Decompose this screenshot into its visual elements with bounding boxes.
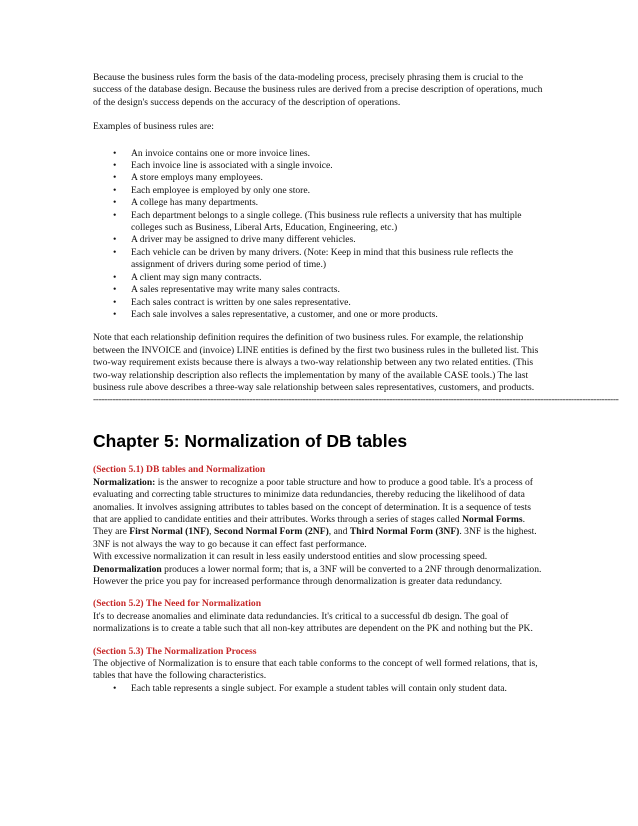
intro-paragraph: Because the business rules form the basis of the data-modeling process, precisely phrasing them is crucial to the success of the database design. Because the business rules are derived from a precise description of operations, much of the design's success depends on the accuracy of the description of operations. xyxy=(93,72,543,108)
denormalization-paragraph xyxy=(93,564,543,589)
list-item: • Each sale involves a sales representative, a customer, and one or more products. xyxy=(93,309,543,321)
section-5-1 xyxy=(93,464,543,588)
list-item: • Each department belongs to a single college. (This business rule reflects a university that has multiple colleges such as Business, Liberal Arts, Education, Engineering, etc.) xyxy=(93,210,543,235)
they-are-text: . They are xyxy=(93,513,525,538)
page-content xyxy=(93,72,619,705)
section-5-2-title: (Section 5.2) The Need for Normalization xyxy=(93,598,262,610)
list-item: • Each invoice line is associated with a single invoice. xyxy=(93,160,543,172)
list-item: • A client may sign many contracts. xyxy=(93,272,543,284)
normalization-text: is the answer to recognize a poor table structure and how to produce a good table. It's a process of evaluating and correcting table structures to minimize data redundancies, thereby reducing the likelihood of data anomalies. It involves assigning attributes to tables based on the concept of determination. It is a sequence of tests that are applied to candidate entities and their attributes. Works through a series of stages called xyxy=(93,476,533,525)
note-paragraph: Note that each relationship definition requires the definition of two business rules. For example, the relationship between the INVOICE and (invoice) LINE entities is defined by the first two business rules in the bulleted list. This two-way requirement exists because there is always a two-way relationship between any two related entities. (This two-way relationship description also reflects the implementation by many of the available CASE tools.) The last business rule above describes a three-way sale relationship between sales representatives, customers, and products. xyxy=(93,332,539,393)
normalization-term: Normalization: xyxy=(93,476,156,488)
normal-forms-tail: . 3NF is the highest. 3NF is not always the way to go because it can effect fast performance. xyxy=(93,526,537,550)
characteristics-list xyxy=(93,683,543,695)
section-5-3-title: (Section 5.3) The Normalization Process xyxy=(93,645,257,657)
list-item: • A store employs many employees. xyxy=(93,172,543,184)
list-item: • Each table represents a single subject. For example a student tables will contain only student data. xyxy=(93,683,543,695)
list-item: • Each sales contract is written by one sales representative. xyxy=(93,297,543,309)
business-rules-list xyxy=(93,148,543,322)
section-5-1-body xyxy=(93,477,543,551)
excessive-normalization-text: With excessive normalization it can result in less easily understood entities and slow processing speed. xyxy=(93,551,488,563)
list-item: • Each vehicle can be driven by many drivers. (Note: Keep in mind that this business rule reflects the assignment of drivers during some period of time.) xyxy=(93,247,543,272)
list-item: • A college has many departments. xyxy=(93,197,543,209)
list-item: • Each employee is employed by only one store. xyxy=(93,185,543,197)
first-normal-form-term: First Normal (1NF) xyxy=(129,526,210,538)
list-item: • A driver may be assigned to drive many different vehicles. xyxy=(93,234,543,246)
and-text: , and xyxy=(328,526,350,538)
list-item: • An invoice contains one or more invoice lines. xyxy=(93,148,543,160)
section-5-1-title: (Section 5.1) DB tables and Normalization xyxy=(93,464,266,476)
second-normal-form-term: Second Normal Form (2NF) xyxy=(213,526,329,538)
section-5-3 xyxy=(93,646,543,696)
normal-forms-term: Normal Forms xyxy=(462,513,523,525)
section-5-3-body: The objective of Normalization is to ensure that each table conforms to the concept of well formed relations, that is, tables that have the following characteristics. xyxy=(93,658,538,682)
section-5-2 xyxy=(93,598,543,635)
chapter-title: Chapter 5: Normalization of DB tables xyxy=(93,431,408,452)
third-normal-form-term: Third Normal Form (3NF) xyxy=(349,526,460,538)
list-item: • A sales representative may write many sales contracts. xyxy=(93,284,543,296)
comma-text: , xyxy=(209,526,214,538)
section-5-2-body: It's to decrease anomalies and eliminate data redundancies. It's critical to a successful db design. The goal of normalizations is to create a table such that all non-key attributes are dependent on the PK and nothing but the PK. xyxy=(93,610,533,635)
examples-heading: Examples of business rules are: xyxy=(93,121,214,133)
denormalization-term: Denormalization xyxy=(93,563,162,575)
denormalization-text: produces a lower normal form; that is, a 3NF will be converted to a 2NF through denormalization. However the price you pay for increased performance through denormalization is greater data redundancy. xyxy=(93,563,542,587)
separator-line: -------------------------------------------------------------------------------------------------------------------------------------------------------------------------------------------- xyxy=(93,394,619,406)
